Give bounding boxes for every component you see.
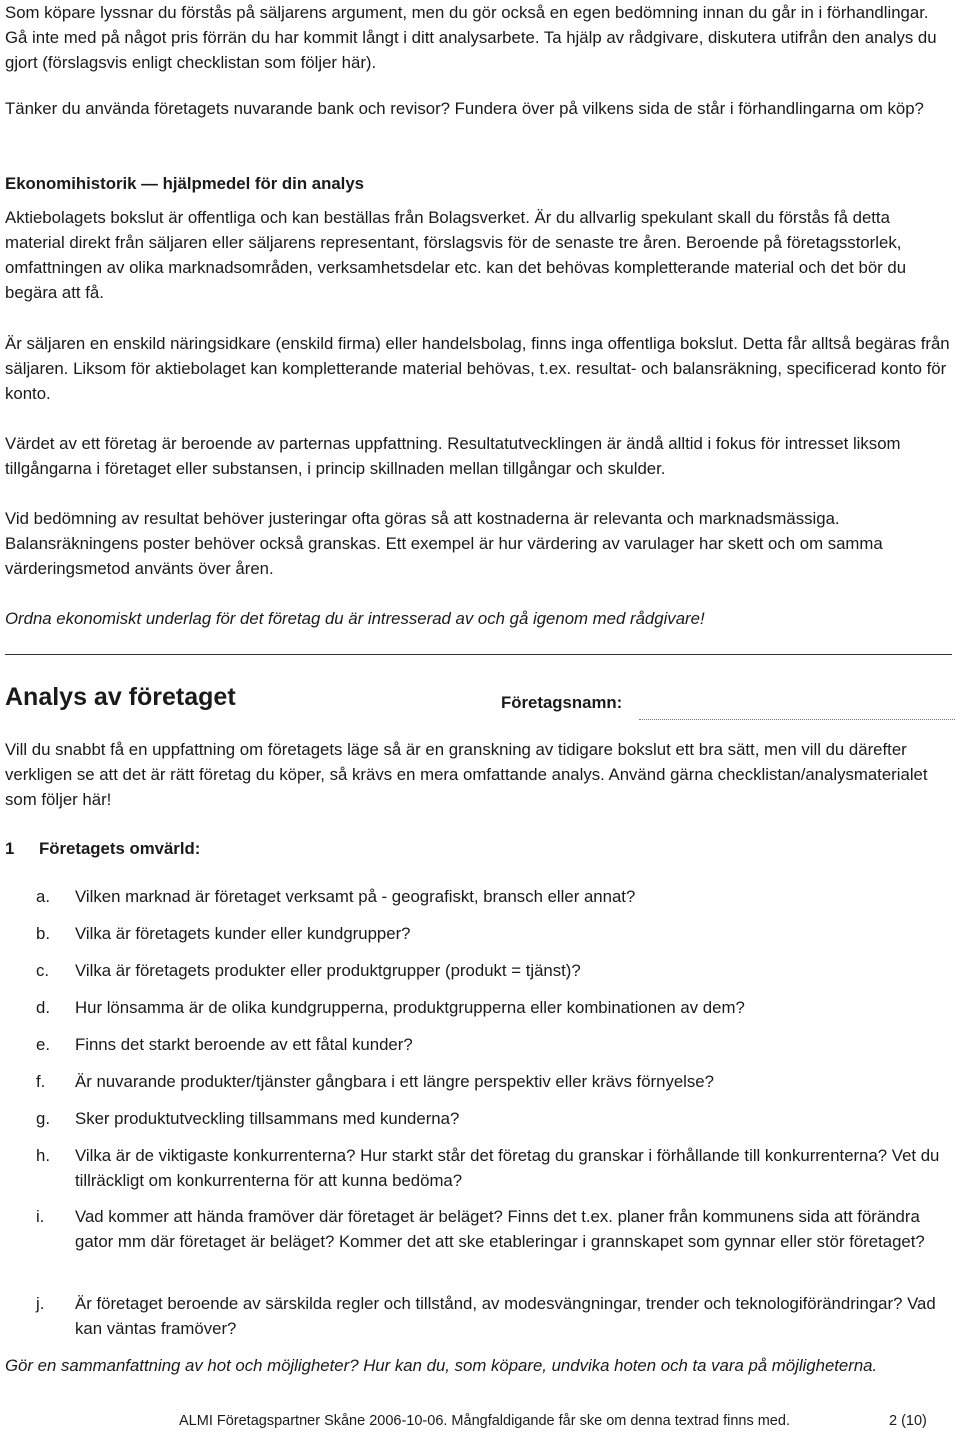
list-text: Vad kommer att hända framöver där företaget är beläget? Finns det t.ex. planer från kommunens sida att förändra gator mm där företaget är beläget? Kommer det att ske etableringar i grannskapet som gynnar eller stör företaget? [75,1207,925,1251]
intro-paragraph-2: Tänker du använda företagets nuvarande bank och revisor? Fundera över på vilkens sida de står i förhandlingarna om köp? [5,99,924,118]
history-paragraph-5: Ordna ekonomiskt underlag för det företag du är intresserad av och gå igenom med rådgivare! [5,609,705,628]
list-text: Vilka är företagets kunder eller kundgrupper? [75,924,411,943]
section-title: Företagets omvärld: [39,839,201,858]
section-number: 1 [5,839,15,858]
list-text: Finns det starkt beroende av ett fåtal kunder? [75,1035,413,1054]
list-item [5,958,953,983]
history-heading: Ekonomihistorik — hjälpmedel för din analys [5,174,365,193]
list-text: Vilken marknad är företaget verksamt på - geografiskt, bransch eller annat? [75,887,636,906]
company-name-label: Företagsnamn: [501,693,623,712]
history-paragraph-2: Är säljaren en enskild näringsidkare (enskild firma) eller handelsbolag, finns inga offentliga bokslut. Detta får alltså begäras från säljaren. Liksom för aktiebolaget kan kompletterande material behövas, t.ex. resultat- och balansräkning, specificerad konto för konto. [5,334,950,403]
list-item [5,1069,953,1094]
list-letter: a. [36,887,50,906]
list-text: Är företaget beroende av särskilda regler och tillstånd, av modesvängningar, trender och teknologiförändringar? Vad kan väntas framöver? [75,1294,936,1338]
list-letter: b. [36,924,50,943]
list-letter: j. [36,1294,45,1313]
list-item [5,1204,953,1254]
history-paragraph-1: Aktiebolagets bokslut är offentliga och kan beställas från Bolagsverket. Är du allvarlig spekulant skall du förstås få detta material direkt från säljaren eller säljarens representant, förslagsvis för de senaste tre åren. Beroende på företagsstorlek, omfattningen av olika marknadsområden, verksamhetsdelar etc. kan det behövas kompletterande material och det bör du begära att få. [5,208,907,302]
summary-paragraph: Gör en sammanfattning av hot och möjligheter? Hur kan du, som köpare, undvika hoten och ta vara på möjligheterna. [5,1356,878,1375]
list-item [5,884,953,909]
list-letter: c. [36,961,50,980]
list-letter: i. [36,1207,45,1226]
list-letter: g. [36,1109,50,1128]
list-letter: h. [36,1146,50,1165]
list-text: Vilka är de viktigaste konkurrenterna? Hur starkt står det företag du granskar i förhållande till konkurrenterna? Vet du tillräckligt om konkurrenterna för att kunna bedöma? [75,1146,940,1190]
list-text: Hur lönsamma är de olika kundgrupperna, produktgrupperna eller kombinationen av dem? [75,998,745,1017]
list-item [5,1032,953,1057]
page-title: Analys av företaget [5,683,236,711]
list-item [5,1291,953,1341]
list-item [5,921,953,946]
list-text: Sker produktutveckling tillsammans med kunderna? [75,1109,460,1128]
list-letter: d. [36,998,50,1017]
list-letter: f. [36,1072,46,1091]
footer-text: ALMI Företagspartner Skåne 2006-10-06. Mångfaldigande får ske om denna textrad finns med. [179,1413,790,1429]
list-item [5,1106,953,1131]
history-paragraph-4: Vid bedömning av resultat behöver justeringar ofta göras så att kostnaderna är relevanta och marknadsmässiga. Balansräkningens poster behöver också granskas. Ett exempel är hur värdering av varulager har skett och om samma värderingsmetod använts över åren. [5,509,883,578]
intro-paragraph-1: Som köpare lyssnar du förstås på säljarens argument, men du gör också en egen bedömning innan du går in i förhandlingar. Gå inte med på något pris förrän du har kommit långt i ditt analysarbete. Ta hjälp av rådgivare, diskutera utifrån den analys du gjort (förslagsvis enligt checklistan som följer här). [5,3,937,72]
list-letter: e. [36,1035,50,1054]
list-text: Vilka är företagets produkter eller produktgrupper (produkt = tjänst)? [75,961,581,980]
history-paragraph-3: Värdet av ett företag är beroende av parternas uppfattning. Resultatutvecklingen är ändå alltid i fokus för intresset liksom tillgångarna i företaget eller substansen, i princip skillnaden mellan tillgångar och skulder. [5,434,901,478]
section-divider [5,654,952,655]
list-item [5,1143,953,1193]
analysis-intro: Vill du snabbt få en uppfattning om företagets läge så är en granskning av tidigare bokslut ett bra sätt, men vill du därefter verkligen se att det är rätt företag du köper, så krävs en mera omfattande analys. Använd gärna checklistan/analysmaterialet som följer här! [5,740,928,809]
list-item [5,995,953,1020]
company-name-field [639,719,955,720]
section-heading [5,836,200,861]
list-text: Är nuvarande produkter/tjänster gångbara i ett längre perspektiv eller krävs förnyelse? [75,1072,714,1091]
page-number: 2 (10) [889,1413,927,1429]
